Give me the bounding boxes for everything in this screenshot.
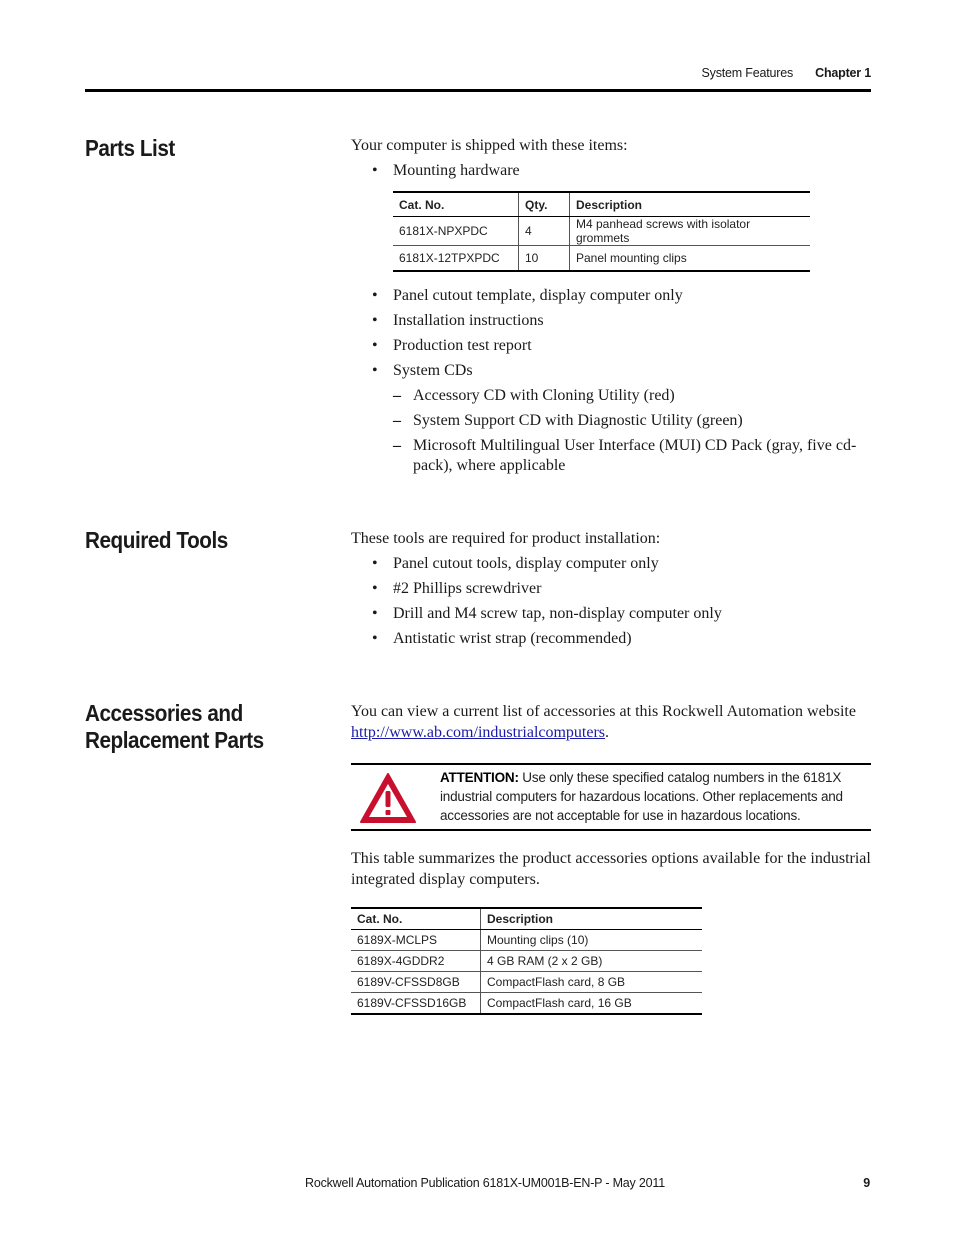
column-header: Cat. No. (351, 908, 481, 930)
table-cell: 4 GB RAM (2 x 2 GB) (481, 951, 703, 972)
table-cell: 6189V-CFSSD8GB (351, 972, 481, 993)
bullet-item: • #2 Phillips screwdriver (372, 579, 722, 604)
table-cell: CompactFlash card, 16 GB (481, 993, 703, 1015)
attention-message (440, 768, 865, 825)
accessories-heading (85, 700, 264, 754)
bullet-item: • Production test report (372, 336, 683, 361)
table-cell: M4 panhead screws with isolator grommets (570, 217, 811, 246)
column-header: Qty. (519, 192, 570, 217)
parts-list-intro: Your computer is shipped with these items: (351, 137, 628, 154)
cd-item: – System Support CD with Diagnostic Utility (green) (393, 411, 863, 431)
bullet-item: • Installation instructions (372, 311, 683, 336)
table-cell: Mounting clips (10) (481, 930, 703, 951)
page-number: 9 (863, 1176, 870, 1190)
accessories-heading-line2: Replacement Parts (85, 727, 264, 753)
footer-publication: Rockwell Automation Publication 6181X-UM001B-EN-P - May 2011 (305, 1176, 665, 1190)
link-suffix: . (605, 723, 610, 741)
table-row (351, 993, 702, 1015)
accessories-table (351, 907, 702, 1015)
header-chapter-label: Chapter 1 (815, 66, 871, 80)
attention-body: Use only these specified catalog numbers in the 6181X industrial computers for hazardous locations. Other replacements and accessories are not acceptable for use in hazardous locations. (440, 770, 843, 823)
table-row (393, 217, 810, 246)
accessories-intro-text: You can view a current list of accessories at this Rockwell Automation website (351, 703, 856, 720)
attention-label: ATTENTION: (440, 770, 519, 785)
table-row (393, 246, 810, 272)
table-header-row (393, 192, 810, 217)
accessories-heading-line1: Accessories and (85, 700, 243, 726)
table-cell: 6181X-12TPXPDC (393, 246, 519, 272)
required-tools-intro: These tools are required for product installation: (351, 530, 661, 547)
tools-bullet-list (372, 554, 722, 654)
bullet-item: • Antistatic wrist strap (recommended) (372, 629, 722, 654)
cd-item: – Microsoft Multilingual User Interface (MUI) CD Pack (gray, five cd-pack), where applicable (393, 436, 863, 476)
column-header: Description (570, 192, 811, 217)
attention-box (351, 763, 871, 831)
running-header (85, 66, 871, 82)
bullet-item: • System CDs (372, 361, 683, 386)
table-cell: CompactFlash card, 8 GB (481, 972, 703, 993)
column-header: Description (481, 908, 703, 930)
required-tools-heading: Required Tools (85, 527, 228, 553)
column-header: Cat. No. (393, 192, 519, 217)
table-cell: Panel mounting clips (570, 246, 811, 272)
table-cell: 6181X-NPXPDC (393, 217, 519, 246)
accessories-intro (351, 702, 871, 743)
mounting-hardware-table (393, 191, 810, 272)
table-row (351, 951, 702, 972)
table-cell: 10 (519, 246, 570, 272)
parts-bullet-list (372, 286, 683, 386)
bullet-item: • Panel cutout tools, display computer only (372, 554, 722, 579)
industrial-computers-link[interactable]: http://www.ab.com/industrialcomputers (351, 723, 606, 741)
bullet-item: • Panel cutout template, display computer only (372, 286, 683, 311)
parts-list-heading: Parts List (85, 135, 175, 161)
bullet-item: • Drill and M4 screw tap, non-display computer only (372, 604, 722, 629)
table-row (351, 972, 702, 993)
warning-triangle-icon (359, 771, 417, 825)
system-cd-list (393, 386, 863, 481)
bullet-item: • Mounting hardware (372, 161, 520, 186)
table-cell: 4 (519, 217, 570, 246)
mounting-bullet-list (372, 161, 520, 186)
header-rule (85, 89, 871, 92)
accessories-summary: This table summarizes the product accessories options available for the industrial integrated display computers. (351, 850, 871, 888)
header-section-title: System Features (701, 66, 793, 80)
table-header-row (351, 908, 702, 930)
cd-item: – Accessory CD with Cloning Utility (red) (393, 386, 863, 406)
table-row (351, 930, 702, 951)
table-cell: 6189X-4GDDR2 (351, 951, 481, 972)
table-cell: 6189V-CFSSD16GB (351, 993, 481, 1015)
table-cell: 6189X-MCLPS (351, 930, 481, 951)
